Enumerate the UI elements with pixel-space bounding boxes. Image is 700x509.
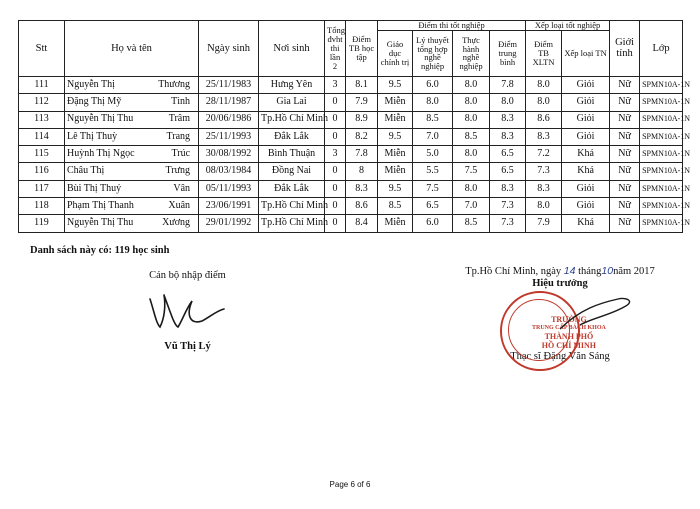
cell-lop: SPMN10A-1N (640, 94, 683, 111)
cell-th: 8.0 (453, 180, 490, 197)
cell-given-name: Vân (173, 182, 191, 194)
cell-th: 8.0 (453, 76, 490, 93)
cell-tong: 0 (325, 111, 346, 128)
cell-full-name (65, 76, 199, 93)
cell-xl: Khá (562, 146, 610, 163)
cell-th: 7.0 (453, 198, 490, 215)
cell-tong: 3 (325, 146, 346, 163)
cell-gt: Nữ (610, 94, 640, 111)
cell-xl: Khá (562, 215, 610, 232)
cell-tb: 8.2 (346, 128, 378, 145)
official-stamp-area (440, 289, 680, 351)
data-entry-signature-block (120, 270, 255, 352)
cell-gt: Nữ (610, 180, 640, 197)
cell-gdct: Miễn (378, 215, 413, 232)
date-line (440, 265, 680, 277)
cell-xltn: 8.0 (526, 198, 562, 215)
cell-gdct: Miễn (378, 94, 413, 111)
cell-ngay-sinh: 23/06/1991 (199, 198, 259, 215)
cell-gt: Nữ (610, 128, 640, 145)
cell-xl: Giỏi (562, 111, 610, 128)
table-row (19, 215, 683, 232)
header-class: Lớp (640, 21, 683, 77)
header-ranking-group: Xếp loại tốt nghiệp (526, 21, 610, 31)
cell-xl: Giỏi (562, 180, 610, 197)
header-practice: Thực hành nghề nghiệp (453, 30, 490, 76)
table-row (19, 111, 683, 128)
stamp-line: THÀNH PHỐ (544, 331, 594, 341)
cell-lt: 7.5 (413, 180, 453, 197)
cell-noi-sinh: Tp.Hồ Chí Minh (259, 198, 325, 215)
cell-ngay-sinh: 05/11/1993 (199, 180, 259, 197)
cell-lt: 5.0 (413, 146, 453, 163)
cell-ngay-sinh: 08/03/1984 (199, 163, 259, 180)
date-day: 14 (563, 265, 576, 277)
cell-gdct: 8.5 (378, 198, 413, 215)
cell-full-name (65, 128, 199, 145)
cell-gt: Nữ (610, 198, 640, 215)
cell-xltn: 8.3 (526, 128, 562, 145)
table-row (19, 198, 683, 215)
cell-full-name (65, 198, 199, 215)
cell-given-name: Trang (166, 130, 191, 142)
cell-lop: SPMN10A-1N (640, 146, 683, 163)
cell-gdct: Miễn (378, 111, 413, 128)
cell-given-name: Tình (171, 96, 191, 108)
cell-ngay-sinh: 30/08/1992 (199, 146, 259, 163)
header-birth-date: Ngày sinh (199, 21, 259, 77)
date-month: 10 (601, 265, 614, 277)
date-month-prefix: tháng (578, 266, 602, 277)
cell-stt: 119 (19, 215, 65, 232)
cell-xltn: 7.2 (526, 146, 562, 163)
cell-lop: SPMN10A-1N (640, 198, 683, 215)
cell-stt: 118 (19, 198, 65, 215)
header-exam-average: Điểm trung bình (490, 30, 526, 76)
cell-given-name: Trưng (165, 165, 191, 177)
cell-stt: 115 (19, 146, 65, 163)
cell-tb: 7.9 (346, 94, 378, 111)
cell-full-name (65, 94, 199, 111)
cell-dtb: 7.8 (490, 76, 526, 93)
cell-lop: SPMN10A-1N (640, 128, 683, 145)
cell-tb: 8.6 (346, 198, 378, 215)
cell-given-name: Thương (158, 78, 191, 90)
cell-lt: 6.0 (413, 76, 453, 93)
cell-gt: Nữ (610, 163, 640, 180)
cell-tb: 8.3 (346, 180, 378, 197)
stamp-line: TRƯỜNG (551, 315, 587, 324)
cell-full-name (65, 146, 199, 163)
cell-ngay-sinh: 25/11/1993 (199, 128, 259, 145)
table-row (19, 180, 683, 197)
cell-xl: Giỏi (562, 76, 610, 93)
cell-dtb: 8.3 (490, 111, 526, 128)
cell-given-name: Xuân (168, 199, 191, 211)
data-entry-role: Cán bộ nhập điểm (149, 270, 226, 281)
cell-th: 8.0 (453, 146, 490, 163)
cell-gdct: 9.5 (378, 76, 413, 93)
page-number: Page 6 of 6 (329, 480, 371, 489)
cell-surname: Phạm Thị Thanh (67, 199, 134, 211)
cell-surname: Nguyễn Thị Thu (67, 217, 134, 229)
cell-given-name: Trúc (171, 148, 191, 159)
header-graduation-rank: Xếp loại TN (562, 30, 610, 76)
cell-stt: 114 (19, 128, 65, 145)
cell-tb: 8.9 (346, 111, 378, 128)
cell-gt: Nữ (610, 146, 640, 163)
cell-lt: 8.5 (413, 111, 453, 128)
cell-surname: Nguyễn Thị Thu (67, 113, 134, 125)
cell-lt: 5.5 (413, 163, 453, 180)
cell-lop: SPMN10A-1N (640, 215, 683, 232)
cell-th: 8.5 (453, 215, 490, 232)
cell-lt: 8.0 (413, 94, 453, 111)
cell-xl: Giỏi (562, 94, 610, 111)
header-birth-place: Nơi sinh (259, 21, 325, 77)
cell-lop: SPMN10A-1N (640, 76, 683, 93)
cell-noi-sinh: Đắk Lắk (259, 180, 325, 197)
cell-lt: 7.0 (413, 128, 453, 145)
table-row (19, 163, 683, 180)
cell-tong: 0 (325, 215, 346, 232)
header-average-score: Điểm TB học tập (346, 21, 378, 77)
cell-given-name: Trâm (168, 113, 191, 125)
student-count-summary: Danh sách này có: 119 học sinh (30, 245, 170, 256)
table-row (19, 94, 683, 111)
cell-tb: 8.1 (346, 76, 378, 93)
cell-stt: 116 (19, 163, 65, 180)
cell-stt: 112 (19, 94, 65, 111)
cell-dtb: 7.3 (490, 215, 526, 232)
principal-role: Hiệu trưởng (532, 278, 588, 289)
table-row (19, 76, 683, 93)
cell-lop: SPMN10A-1N (640, 180, 683, 197)
stamp-line: HỒ CHÍ MINH (541, 341, 597, 351)
cell-dtb: 7.3 (490, 198, 526, 215)
cell-xl: Khá (562, 163, 610, 180)
cell-gt: Nữ (610, 111, 640, 128)
data-entry-signature (120, 281, 255, 341)
cell-tb: 7.8 (346, 146, 378, 163)
cell-ngay-sinh: 20/06/1986 (199, 111, 259, 128)
principal-signer-name: Thạc sĩ Đặng Văn Sáng (510, 351, 610, 362)
table-row (19, 128, 683, 145)
principal-signature-icon (440, 289, 680, 351)
cell-surname: Châu Thị (67, 165, 105, 177)
header-exam-scores-group: Điểm thi tốt nghiệp (378, 21, 526, 31)
cell-tong: 0 (325, 198, 346, 215)
stamp-line: TRUNG CẤP BÁCH KHOA (532, 324, 606, 331)
data-entry-signer-name: Vũ Thị Lý (164, 341, 211, 352)
cell-dtb: 6.5 (490, 146, 526, 163)
cell-xltn: 8.6 (526, 111, 562, 128)
header-gender: Giới tính (610, 21, 640, 77)
cell-noi-sinh: Gia Lai (259, 94, 325, 111)
cell-surname: Bùi Thị Thuý (67, 182, 122, 194)
cell-noi-sinh: Đồng Nai (259, 163, 325, 180)
cell-gdct: 9.5 (378, 128, 413, 145)
cell-lt: 6.0 (413, 215, 453, 232)
cell-stt: 111 (19, 76, 65, 93)
cell-tong: 0 (325, 94, 346, 111)
cell-th: 8.0 (453, 94, 490, 111)
principal-signature-block (440, 265, 680, 362)
cell-tong: 3 (325, 76, 346, 93)
cell-xl: Giỏi (562, 198, 610, 215)
cell-surname: Nguyễn Thị (67, 78, 115, 90)
table-header (19, 21, 683, 77)
header-stt: Stt (19, 21, 65, 77)
header-theory: Lý thuyết tổng hợp nghề nghiệp (413, 30, 453, 76)
cell-lop: SPMN10A-1N (640, 163, 683, 180)
cell-noi-sinh: Đắk Lắk (259, 128, 325, 145)
cell-full-name (65, 180, 199, 197)
cell-lop: SPMN10A-1N (640, 111, 683, 128)
cell-full-name (65, 163, 199, 180)
cell-tong: 0 (325, 128, 346, 145)
handwritten-signature-icon (120, 281, 255, 341)
cell-noi-sinh: Tp.Hồ Chí Minh (259, 111, 325, 128)
cell-th: 8.5 (453, 128, 490, 145)
cell-tb: 8 (346, 163, 378, 180)
cell-ngay-sinh: 29/01/1992 (199, 215, 259, 232)
cell-xltn: 8.0 (526, 76, 562, 93)
cell-dtb: 8.0 (490, 94, 526, 111)
cell-ngay-sinh: 28/11/1987 (199, 94, 259, 111)
cell-lt: 6.5 (413, 198, 453, 215)
cell-surname: Lê Thị Thuỳ (67, 130, 118, 142)
cell-surname: Đặng Thị Mỹ (67, 96, 122, 108)
cell-gdct: Miễn (378, 163, 413, 180)
cell-dtb: 8.3 (490, 180, 526, 197)
cell-tong: 0 (325, 180, 346, 197)
cell-tong: 0 (325, 163, 346, 180)
cell-stt: 117 (19, 180, 65, 197)
cell-gdct: 9.5 (378, 180, 413, 197)
cell-full-name (65, 111, 199, 128)
cell-gdct: Miễn (378, 146, 413, 163)
header-full-name: Họ và tên (65, 21, 199, 77)
cell-gt: Nữ (610, 76, 640, 93)
cell-dtb: 6.5 (490, 163, 526, 180)
date-year: năm 2017 (613, 266, 655, 277)
cell-xltn: 7.3 (526, 163, 562, 180)
cell-noi-sinh: Bình Thuận (259, 146, 325, 163)
table-body (19, 76, 691, 232)
header-politics: Giáo dục chính trị (378, 30, 413, 76)
date-place-prefix: Tp.Hồ Chí Minh, ngày (465, 266, 562, 277)
cell-given-name: Xương (162, 217, 191, 229)
cell-stt: 113 (19, 111, 65, 128)
cell-xltn: 8.0 (526, 94, 562, 111)
cell-ngay-sinh: 25/11/1983 (199, 76, 259, 93)
cell-full-name (65, 215, 199, 232)
table-row (19, 146, 683, 163)
student-grades-table (18, 20, 691, 233)
cell-th: 8.0 (453, 111, 490, 128)
cell-tb: 8.4 (346, 215, 378, 232)
cell-noi-sinh: Tp.Hồ Chí Minh (259, 215, 325, 232)
header-graduation-score: Điểm TB XLTN (526, 30, 562, 76)
cell-dtb: 8.3 (490, 128, 526, 145)
header-total-units: Tổng đvht thi lần 2 (325, 21, 346, 77)
cell-xltn: 7.9 (526, 215, 562, 232)
cell-noi-sinh: Hưng Yên (259, 76, 325, 93)
cell-surname: Huỳnh Thị Ngọc (67, 148, 135, 159)
cell-xltn: 8.3 (526, 180, 562, 197)
cell-gt: Nữ (610, 215, 640, 232)
cell-th: 7.5 (453, 163, 490, 180)
cell-xl: Giỏi (562, 128, 610, 145)
